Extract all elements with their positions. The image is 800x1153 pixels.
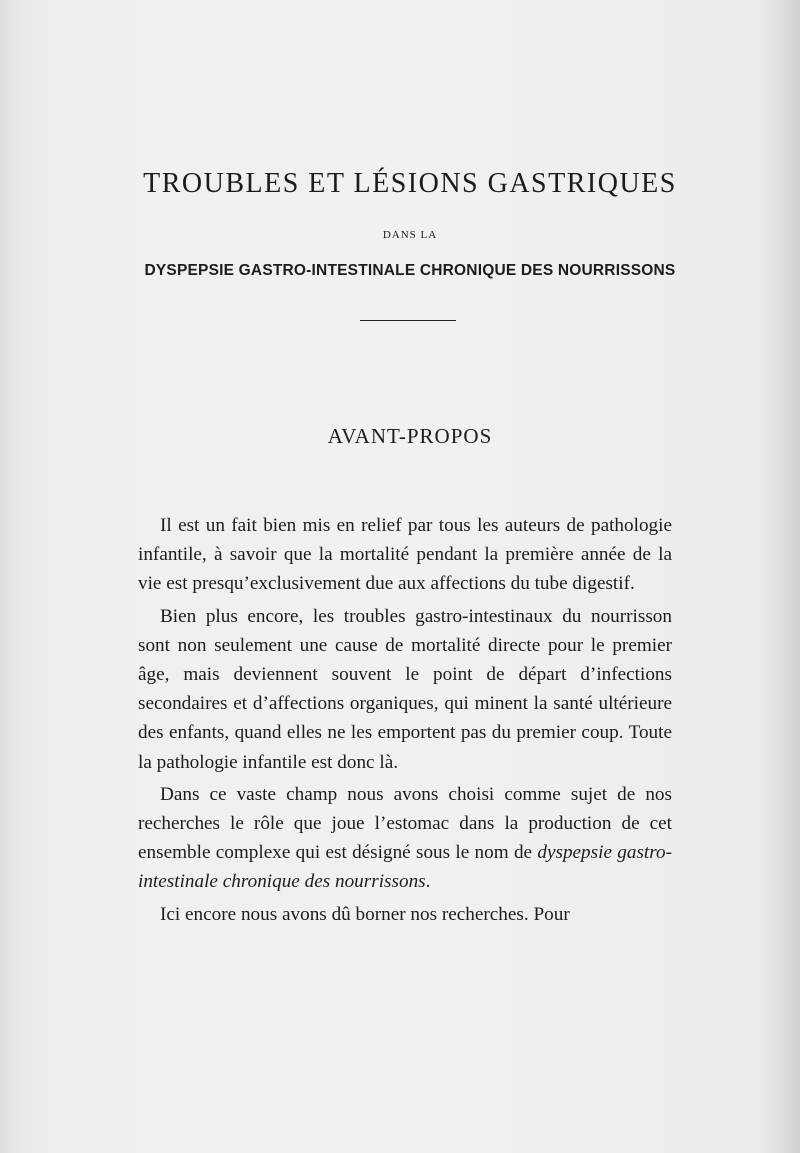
paragraph-3	[138, 780, 672, 897]
paragraph-3-text: Dans ce vaste champ nous avons choisi comme sujet de nos recherches le rôle que joue l’estomac dans la production de cet ensemble complexe qui est désigné sous le nom de	[138, 783, 672, 864]
paragraph-3-emphasis: dyspepsie gastro-intestinale chronique des nourrissons	[138, 842, 672, 893]
paragraph-4: Ici encore nous avons dû borner nos recherches. Pour	[160, 903, 570, 925]
title-connector: DANS LA	[382, 229, 438, 241]
paragraph-1: Il est un fait bien mis en relief par tous les auteurs de pathologie infantile, à savoir que la mortalité pendant la première année de la vie est presqu’exclusivement due aux affections du tube digestif.	[138, 515, 672, 595]
paragraph-3-end: .	[425, 871, 431, 893]
document-title: TROUBLES ET LÉSIONS GASTRIQUES	[143, 168, 677, 199]
document-subtitle: DYSPEPSIE GASTRO-INTESTINALE CHRONIQUE DES NOURRISSONS	[144, 262, 676, 279]
section-heading: AVANT-PROPOS	[327, 424, 493, 448]
title-rule	[360, 320, 456, 321]
paragraph-2: Bien plus encore, les troubles gastro-intestinaux du nourrisson sont non seulement une cause de mortalité directe pour le premier âge, mais deviennent souvent le point de départ d’infections secondaires et d’affections organiques, qui minent la santé ultérieure des enfants, quand elles ne les emportent pas du premier coup. Toute la pathologie infantile est donc là.	[138, 605, 672, 773]
body-text	[138, 511, 672, 929]
